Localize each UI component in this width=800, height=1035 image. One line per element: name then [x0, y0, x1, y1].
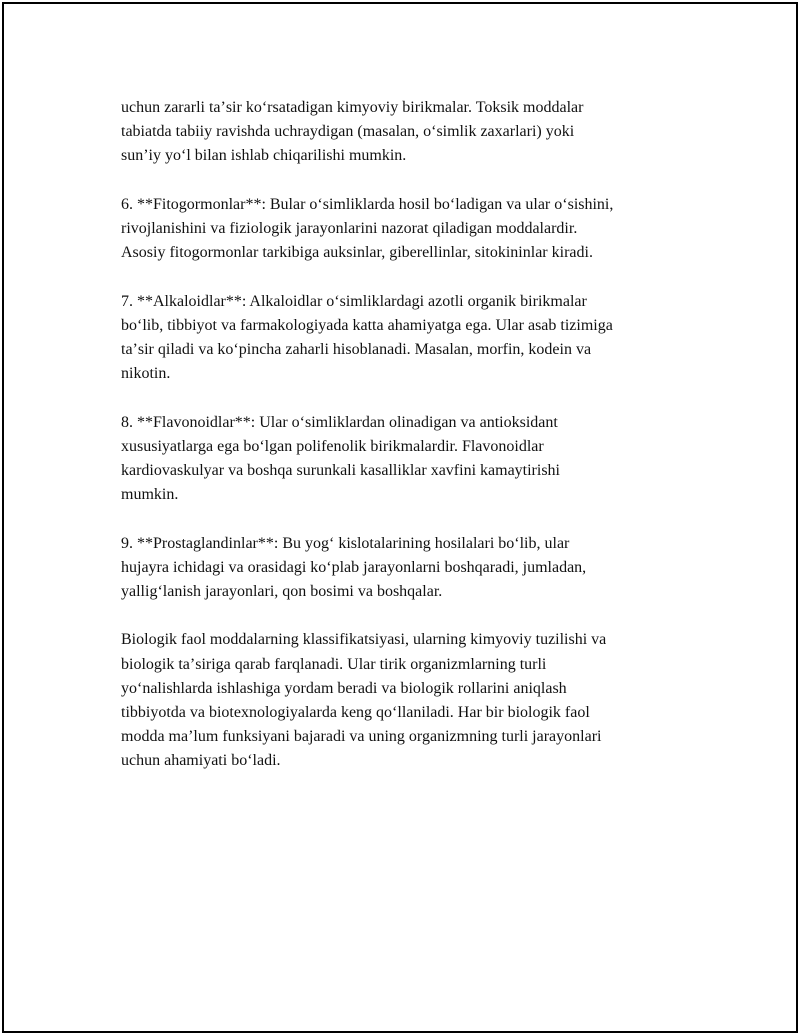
paragraph-prostaglandins	[121, 532, 701, 605]
text-line: yoʻnalishlarda ishlashiga yordam beradi va biologik rollarini aniqlash	[121, 679, 567, 697]
text-line: Asosiy fitogormonlar tarkibiga auksinlar, giberellinlar, sitokininlar kiradi.	[121, 244, 593, 262]
text-line: uchun zararli taʼsir koʻrsatadigan kimyoviy birikmalar. Toksik moddalar	[121, 99, 584, 116]
text-line: hujayra ichidagi va orasidagi koʻplab jarayonlarni boshqaradi, jumladan,	[121, 558, 587, 576]
text-line: uchun ahamiyati boʻladi.	[121, 752, 281, 770]
text-line: 7. **Alkaloidlar**: Alkaloidlar oʻsimliklardagi azotli organik birikmalar	[121, 292, 587, 310]
text-line: tabiatda tabiiy ravishda uchraydigan (masalan, oʻsimlik zaxarlari) yoki	[121, 123, 575, 141]
text-line: mumkin.	[121, 486, 179, 504]
paragraph-toxic-substances	[121, 96, 701, 169]
paragraph-alkaloids	[121, 290, 701, 387]
text-line: 8. **Flavonoidlar**: Ular oʻsimliklardan olinadigan va antioksidant	[121, 413, 558, 431]
text-line: nikotin.	[121, 365, 171, 383]
text-line: Biologik faol moddalarning klassifikatsiyasi, ularning kimyoviy tuzilishi va	[121, 631, 607, 649]
paragraph-classification-summary	[121, 628, 701, 773]
text-line: modda maʼlum funksiyani bajaradi va uning organizmning turli jarayonlari	[121, 728, 602, 746]
document-body	[121, 96, 701, 798]
text-line: tibbiyotda va biotexnologiyalarda keng qoʻllaniladi. Har bir biologik faol	[121, 704, 590, 721]
paragraph-phytohormones	[121, 193, 701, 266]
text-line: yalligʻlanish jarayonlari, qon bosimi va boshqalar.	[121, 583, 443, 600]
text-line: kardiovaskulyar va boshqa surunkali kasalliklar xavfini kamaytirishi	[121, 462, 560, 479]
text-line: xususiyatlarga ega boʻlgan polifenolik birikmalardir. Flavonoidlar	[121, 437, 544, 455]
text-line: rivojlanishini va fiziologik jarayonlarini nazorat qiladigan moddalardir.	[121, 220, 578, 237]
text-line: 6. **Fitogormonlar**: Bular oʻsimliklarda hosil boʻladigan va ular oʻsishini,	[121, 195, 614, 213]
page-frame	[2, 2, 798, 1033]
text-line: 9. **Prostaglandinlar**: Bu yogʻ kislotalarining hosilalari boʻlib, ular	[121, 534, 570, 552]
text-line: sunʼiy yoʻl bilan ishlab chiqarilishi mumkin.	[121, 147, 407, 165]
text-line: taʼsir qiladi va koʻpincha zaharli hisoblanadi. Masalan, morfin, kodein va	[121, 341, 592, 358]
text-line: boʻlib, tibbiyot va farmakologiyada katta ahamiyatga ega. Ular asab tizimiga	[121, 316, 613, 334]
text-line: biologik taʼsiriga qarab farqlanadi. Ular tirik organizmlarning turli	[121, 655, 547, 673]
paragraph-flavonoids	[121, 411, 701, 508]
